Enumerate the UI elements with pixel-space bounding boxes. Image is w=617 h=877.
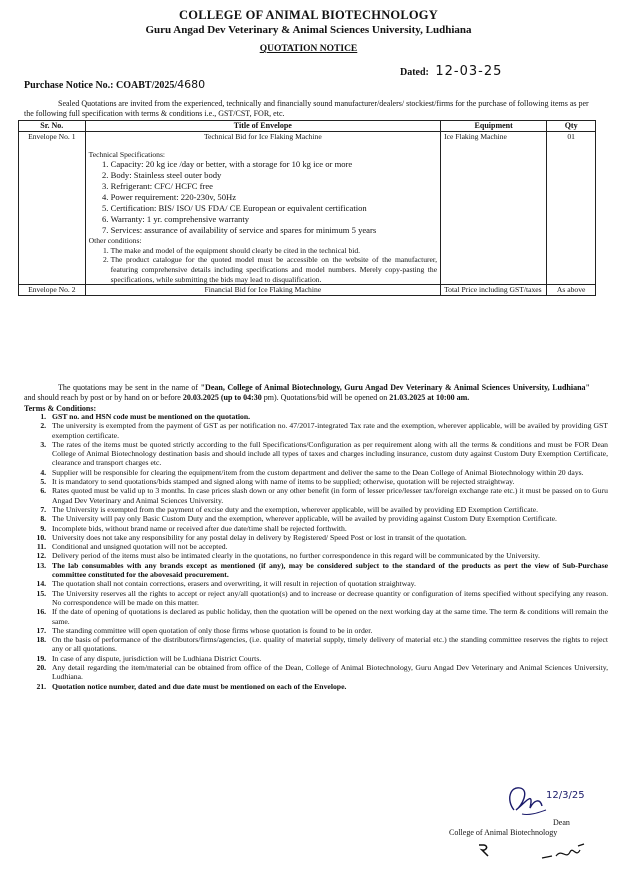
- submission-open-date: 21.03.2025 at 10:00 am.: [389, 393, 470, 402]
- term-item-4: 4. Supplier will be responsible for clearing the equipment/item from the custom department and deliver the same to the Dean College of Animal Biotechnology within 20 days.: [48, 468, 608, 477]
- envelope-2-title: Financial Bid for Ice Flaking Machine: [85, 285, 440, 296]
- handwritten-mark: [540, 842, 590, 864]
- envelope-1-details: [85, 132, 440, 285]
- header-qty: Qty: [547, 121, 596, 132]
- envelope-1-qty: 01: [547, 132, 596, 285]
- submission-text-2: and should reach by post or by hand on or before: [24, 393, 183, 402]
- term-item-16: 16. If the date of opening of quotations is declared as public holiday, then the quotation will be opened on the next working day at the same time. The term & conditions will remain the same.: [48, 607, 608, 626]
- header-equipment: Equipment: [441, 121, 547, 132]
- term-item-21: 21. Quotation notice number, dated and due date must be mentioned on each of the Envelope.: [48, 682, 608, 691]
- technical-spec-heading: Technical Specifications:: [88, 149, 166, 159]
- technical-spec-list: [89, 159, 437, 236]
- term-item-19: 19. In case of any dispute, jurisdiction will be Ludhiana District Courts.: [48, 654, 608, 663]
- envelope-1-sr: Envelope No. 1: [19, 132, 86, 285]
- items-table: [18, 120, 596, 296]
- term-item-15: 15. The University reserves all the rights to accept or reject any/all quotation(s) and to increase or decrease quantity or configuration of items specified without specifying any reason. No correspondence will be made on this matter.: [48, 589, 608, 608]
- spec-item-4: 4. Power requirement: 220-230v, 50Hz: [111, 192, 437, 203]
- college-name: COLLEGE OF ANIMAL BIOTECHNOLOGY: [179, 8, 438, 22]
- signatory-title: Dean: [553, 818, 570, 827]
- term-item-7: 7. The University is exempted from the payment of excise duty and the exemption, wherever applicable, will be availed by providing ED Exemption Certificate.: [48, 505, 608, 514]
- term-item-13: 13. The lab consumables with any brands except as mentioned (if any), may be considered subject to the standard of the products as pert the view of Sub-Purchase committee constituted for the abovesaid procurement.: [48, 561, 608, 580]
- spec-item-5: 5. Certification: BIS/ ISO/ US FDA/ CE European or equivalent certification: [111, 203, 437, 214]
- other-condition-item-1: 1. The make and model of the equipment should clearly be cited in the technical bid.: [111, 246, 437, 256]
- term-item-3: 3. The rates of the items must be quoted strictly according to the full Specifications/Configuration as per requirement along with all the terms & conditions and must be FOR Dean College of Animal Biotechnology destination basis and should include all types of taxes and charges including insurance, custom duty against Custom Duty Exemption Certificate, clearance and transport charges etc.: [48, 440, 608, 468]
- terms-heading: Terms & Conditions:: [24, 404, 97, 413]
- dated-label: Dated:: [400, 67, 429, 78]
- header-title: Title of Envelope: [85, 121, 440, 132]
- term-item-10: 10. University does not take any responsibility for any postal delay in delivery by Registered/ Speed Post or lost in transit of the quotation.: [48, 533, 608, 542]
- terms-list: [24, 412, 608, 691]
- table-header-row: [19, 121, 596, 132]
- dated-value: 12-03-25: [435, 64, 503, 79]
- envelope-2-sr: Envelope No. 2: [19, 285, 86, 296]
- term-item-20: 20. Any detail regarding the item/material can be obtained from office of the Dean, College of Animal Biotechnology, Guru Angad Dev Veterinary and Animal Sciences University, Ludhiana.: [48, 663, 608, 682]
- other-conditions-list: [89, 246, 437, 284]
- spec-item-2: 2. Body: Stainless steel outer body: [111, 170, 437, 181]
- term-item-6: 6. Rates quoted must be valid up to 3 months. In case prices slash down or any other benefit (in form of lesser price/lesser tax/foreign exchange rate etc.) it must be passed on to Guru Angad Dev Veterinary and Animal Sciences University.: [48, 486, 608, 505]
- term-item-11: 11. Conditional and unsigned quotation will not be accepted.: [48, 542, 608, 551]
- term-item-17: 17. The standing committee will open quotation of only those firms whose quotation is found to be in order.: [48, 626, 608, 635]
- term-item-2: 2. The university is exempted from the payment of GST as per notification no. 47/2017-integrated Tax rate and the exemption, wherever applicable, will be availed by providing GST exemption certificate.: [48, 421, 608, 440]
- submission-text-3: pm). Quotations/bid will be opened on: [261, 393, 390, 402]
- term-item-8: 8. The University will pay only Basic Custom Duty and the exemption, wherever applicable, will be availed by providing against Custom Duty Exemption Certificate.: [48, 514, 608, 523]
- purchase-notice-line: [24, 78, 205, 91]
- purchase-notice-label: Purchase Notice No.:: [24, 80, 114, 91]
- submission-addressee: "Dean, College of Animal Biotechnology, Guru Angad Dev Veterinary & Animal Sciences University, Ludhiana": [200, 383, 590, 392]
- envelope-2-qty: As above: [547, 285, 596, 296]
- dean-signature: [500, 780, 585, 820]
- spec-item-1: 1. Capacity: 20 kg ice /day or better, with a storage for 10 kg ice or more: [111, 159, 437, 170]
- submission-paragraph: [24, 383, 590, 403]
- university-name: Guru Angad Dev Veterinary & Animal Sciences University, Ludhiana: [145, 24, 472, 36]
- signature-date: 12/3/25: [546, 790, 585, 801]
- purchase-notice-handwritten: 4680: [177, 78, 206, 91]
- term-item-18: 18. On the basis of performance of the distributors/firms/agencies, (i.e. quality of material supply, timely delivery of material etc.) the standing committee reserves the rights to reject any or all quotations.: [48, 635, 608, 654]
- envelope-1-equipment: Ice Flaking Machine: [441, 132, 547, 285]
- dated-line: [400, 64, 502, 79]
- purchase-notice-value: COABT/2025/: [116, 80, 178, 91]
- spec-item-3: 3. Refrigerant: CFC/ HCFC free: [111, 181, 437, 192]
- initials-mark: [476, 842, 494, 858]
- envelope-2-equipment: Total Price including GST/taxes: [441, 285, 547, 296]
- notice-title: QUOTATION NOTICE: [259, 44, 358, 54]
- submission-text-1: The quotations may be sent in the name of: [58, 383, 201, 392]
- spec-item-7: 7. Services: assurance of availability of service and spares for minimum 5 years: [111, 225, 437, 236]
- term-item-14: 14. The quotation shall not contain corrections, erasers and overwriting, it will result in rejection of quotation straightway.: [48, 579, 608, 588]
- other-condition-item-2: 2. The product catalogue for the quoted model must be accessible on the website of the manufacturer, featuring comprehensive details including specifications and model numbers. Merely copy-pasting the specifications, while submitting the bids may lead to disqualification.: [111, 255, 437, 284]
- envelope-1-title: Technical Bid for Ice Flaking Machine: [203, 132, 322, 141]
- term-item-12: 12. Delivery period of the items must also be intimated clearly in the quotations, no further correspondence in this regard will be communicated by the University.: [48, 551, 608, 560]
- table-row-envelope-1: [19, 132, 596, 285]
- signatory-organization: College of Animal Biotechnology: [449, 828, 558, 837]
- other-conditions-heading: Other conditions:: [88, 236, 142, 246]
- term-item-1: 1. GST no. and HSN code must be mentioned on the quotation.: [48, 412, 608, 421]
- intro-paragraph: Sealed Quotations are invited from the experienced, technically and financially sound manufacturer/dealers/ stockiest/firms for the purchase of following items as per the following full specification with terms & conditions i.e., GST/CST, FOR, etc.: [24, 99, 589, 118]
- header-sr-no: Sr. No.: [19, 121, 86, 132]
- term-item-9: 9. Incomplete bids, without brand name or received after due date/time shall be rejected forthwith.: [48, 524, 608, 533]
- spec-item-6: 6. Warranty: 1 yr. comprehensive warranty: [111, 214, 437, 225]
- term-item-5: 5. It is mandatory to send quotations/bids stamped and signed along with name of items to be supplied; otherwise, quotation will be rejected straightway.: [48, 477, 608, 486]
- table-row-envelope-2: [19, 285, 596, 296]
- submission-due-date: 20.03.2025 (up to 04:30: [182, 393, 262, 402]
